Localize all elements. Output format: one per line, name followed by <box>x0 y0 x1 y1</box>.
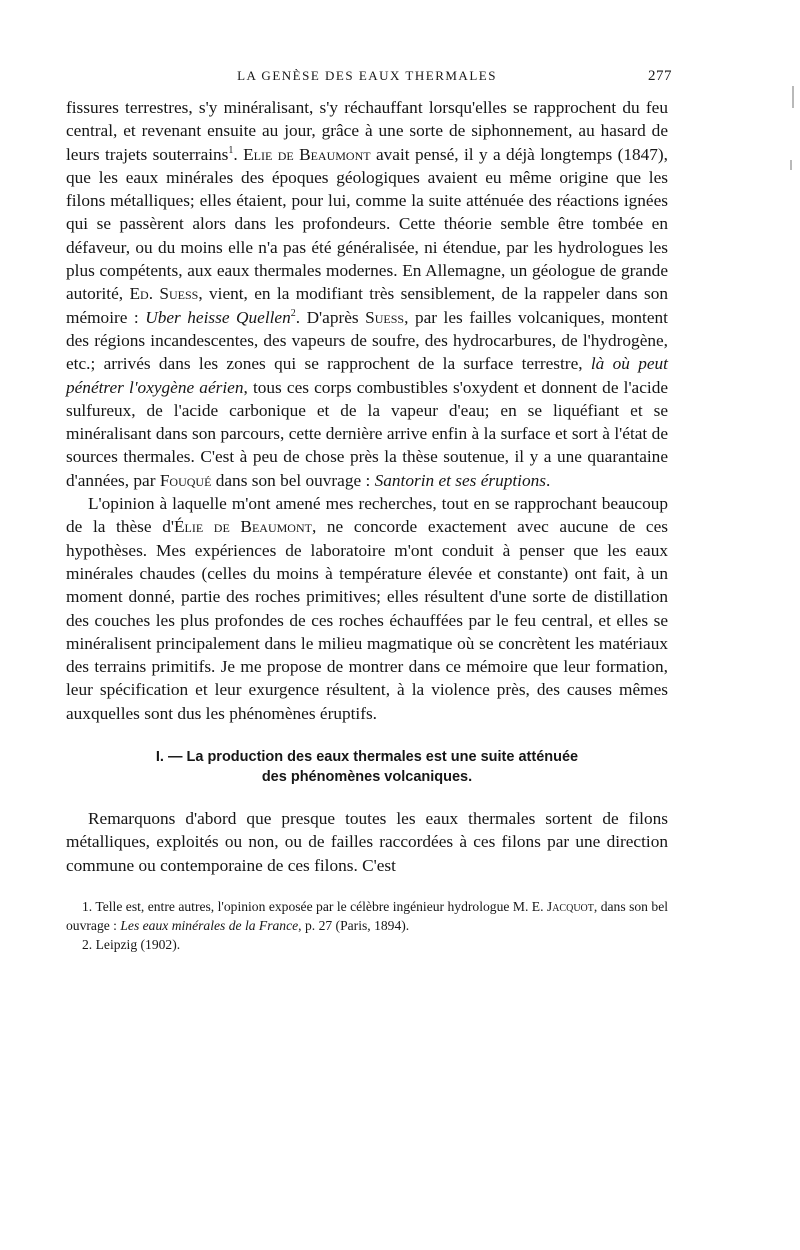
running-title: LA GENÈSE DES EAUX THERMALES <box>237 68 497 83</box>
author-name-jacquot: Jacquot <box>546 898 594 914</box>
work-title-eaux-minerales: Les eaux minérales de la France <box>120 917 299 933</box>
section-text <box>66 807 668 877</box>
text-run: fissures terrestres, s'y minéralisant, s'y réchauffant lorsqu'elles se rapprochent du feu central, et revenant ensuite au jour, grâce à une sorte de siphonnement, au hasard de leurs trajets souterrains <box>66 98 668 164</box>
text-run: L'opinion à laquelle m'ont amené mes recherches, tout en se rapprochant beaucoup de la thèse d' <box>66 494 668 537</box>
footnotes <box>66 897 668 954</box>
text-run: , par les failles volcaniques, montent des régions incandescentes, des vapeurs de soufre, des hydrocarbures, de l'hydrogène, etc.; arrivés dans les zones qui se rapprochent de la surface terrestre, <box>66 307 668 374</box>
author-name-suess: Suess <box>365 307 405 327</box>
text-run: , ne concorde exactement avec aucune de ces hypothèses. Mes expériences de laboratoire m'ont conduit à penser que les eaux minérales chaudes (celles du moins à température élevée et constante) ont fait, à un moment donné, partie des roches primitives; elles résultent d'une sorte de distillation des couches les plus profondes de ces roches échauffées par le feu central, et elles se minéralisent principalement dans le milieu magmatique où se concrètent les matériaux des terrains primitifs. Je me propose de montrer dans ce mémoire que leur formation, leur spécification et leur exurgence résultent, à la violence près, des causes mêmes auxquelles sont dus les phénomènes éruptifs. <box>66 517 668 723</box>
author-name-suess-full: Ed. Suess <box>129 284 199 304</box>
italic-phrase-oxygene: là où peut pénétrer l'oxygène aérien <box>66 354 668 397</box>
text-run: . <box>233 144 244 164</box>
page-number: 277 <box>648 68 672 84</box>
footnote-ref-2[interactable]: 2 <box>290 307 296 319</box>
work-title-uber: Uber heisse Quellen <box>145 307 291 327</box>
text-run: dans son bel ouvrage : <box>211 470 375 490</box>
scan-edge-mark <box>790 160 792 170</box>
book-page <box>66 68 672 954</box>
scan-edge-mark <box>792 86 794 108</box>
text-run: , dans son bel ouvrage : <box>66 898 668 933</box>
footnote-2-number: 2. <box>82 936 93 952</box>
work-title-santorin: Santorin et ses éruptions <box>374 470 546 490</box>
section-heading <box>66 747 668 787</box>
footnote-1 <box>66 897 668 935</box>
footnote-1-number: 1. <box>82 898 93 914</box>
text-run: , vient, en la modifiant très sensiblement, de la rappeler dans son mémoire : <box>66 284 669 327</box>
paragraph-2 <box>66 492 668 725</box>
footnote-2 <box>66 935 668 954</box>
text-run: Telle est, entre autres, l'opinion exposée par le célèbre ingénieur hydrologue M. E. <box>92 898 547 914</box>
text-run: , tous ces corps combustibles s'oxydent et donnent de l'acide sulfureux, de l'acide carbonique et de la vapeur d'eau; en se liquéfiant et se minéralisant dans son parcours, cette dernière arrive enfin à la surface et sort à l'état de sources thermales. C'est à peu de chose près la thèse soutenue, il y a une quarantaine d'années, par <box>66 377 669 490</box>
author-name-fouque: Fouqué <box>159 470 212 490</box>
footnote-ref-1[interactable]: 1 <box>228 144 234 156</box>
section-heading-line-2: des phénomènes volcaniques. <box>261 769 473 786</box>
text-run: Leipzig (1902). <box>92 936 181 952</box>
paragraph-1 <box>66 96 668 492</box>
author-name-elie-2: Élie de Beaumont <box>173 517 312 537</box>
running-head <box>66 68 672 90</box>
section-heading-line-1: I. — La production des eaux thermales est une suite atténuée <box>155 749 579 766</box>
text-run: avait pensé, il y a déjà longtemps (1847), que les eaux minérales des époques géologiques avaient eu même origine que les filons métalliques; elles étaient, pour lui, comme la suite atténuée des réactions ignées qui se passèrent alors dans les profondeurs. Cette théorie semble être tombée en défaveur, ou du moins elle n'a pas été généralisée, ni étendue, par les hydrologues les plus compétents, aux eaux thermales modernes. En Allemagne, un géologue de grande autorité, <box>66 144 668 304</box>
author-name-elie: Elie de Beaumont <box>243 144 371 164</box>
body-text <box>66 96 668 725</box>
section-paragraph: Remarquons d'abord que presque toutes les eaux thermales sortent de filons métalliques, exploités ou non, ou de failles raccordées à ces filons par une direction commune ou contemporaine de ces filons. C'est <box>66 809 668 875</box>
text-run: . <box>545 470 551 490</box>
text-run: , p. 27 (Paris, 1894). <box>298 917 410 933</box>
text-run: . D'après <box>295 307 366 327</box>
